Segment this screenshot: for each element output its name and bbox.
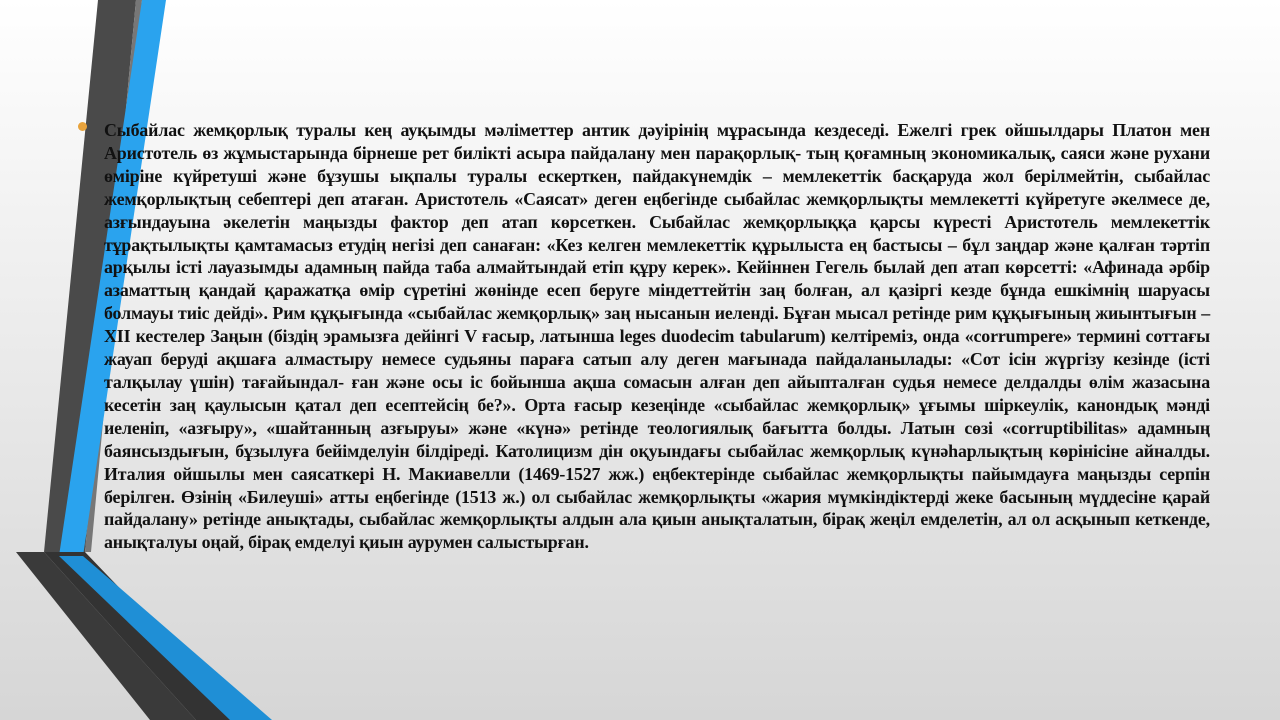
slide-body-text: Сыбайлас жемқорлық туралы кең ауқымды мәліметтер антик дәуірінің мұрасында кездеседі. Ежелгі грек ойшылдары Платон мен Аристотель өз жұмыстарында бірнеше рет билікті асыра пайдалану мен парақорлық- тың қоғамның экономикалық, саяси және рухани өміріне күйретуші және бұзушы ықпалы туралы ескерткен, пайдакүнемдік – мемлекеттік басқаруда жол берілмейтін, сыбайлас жемқорлықтың себептері деп атаған. Аристотель «Саясат» деген еңбегінде сыбайлас жемқорлықты мемлекетті күйретуге әкелмесе де, азғындауына әкелетін маңызды фактор деп атап көрсеткен. Сыбайлас жемқорлыққа қарсы күресті Аристотель мемлекеттік тұрақтылықты қамтамасыз етудің негізі деп санаған: «Кез келген мемлекеттік құрылыста ең бастысы – бұл заңдар және қалған тәртіп арқылы істі лауазымды адамның пайда таба алмайтындай етіп құру керек». Кейіннен Гегель былай деп атап көрсетті: «Афинада әрбір азаматтың қандай қаражатқа өмір сүретіні жөнінде есеп беруге міндеттейтін заң болған, ал қазіргі кезде бұнда ешкімнің шаруасы болмауы тиіс дейді». Рим құқығында «сыбайлас жемқорлық» заң нысанын иеленді. Бұған мысал ретінде рим құқығының жиынтығын – XII кестелер Заңын (біздің эрамызға дейінгі V ғасыр, латынша leges duodecim tabularum) келтіреміз, онда «corrumpere» термині соттағы жауап беруді ақшаға алмастыру немесе судьяны параға сатып алу деген мағынада пайдаланылады: «Сот ісін жүргізу кезінде (істі талқылау үшін) тағайындал- ған және осы іс бойынша ақша сомасын алған деп айыпталған судья немесе делдалды өлім жазасына кесетін заң қаулысын қатал деп есептейсің бе?». Орта ғасыр кезеңінде «сыбайлас жемқорлық» ұғымы шіркеулік, канондық мәнді иеленіп, «азғыру», «шайтанның азғыруы» және «күнә» ретінде теологиялық бағытта болды. Латын сөзі «corruptibilitas» адамның баянсыздығын, бұзылуға бейімделуін білдіреді. Католицизм дін оқуындағы сыбайлас жемқорлық күнәһарлықтың көрінісіне айналды. Италия ойшылы мен саясаткері Н. Макиавелли (1469-1527 жж.) еңбектерінде сыбайлас жемқорлықты пайымдауға маңызды серпін берілген. Өзінің «Билеуші» атты еңбегінде (1513 ж.) ол сыбайлас жемқорлықты «жария мүмкіндіктерді жеке басының мүддесіне қарай пайдалану» ретінде анықтады, сыбайлас жемқорлықты алдын ала қиын анықталатын, бірақ жеңіл емделетін, ал ол асқынып кеткенде, анықталуы оңай, бірақ емделуі қиын аурумен салыстырған.: [104, 120, 1210, 553]
bullet-icon: [78, 122, 87, 131]
